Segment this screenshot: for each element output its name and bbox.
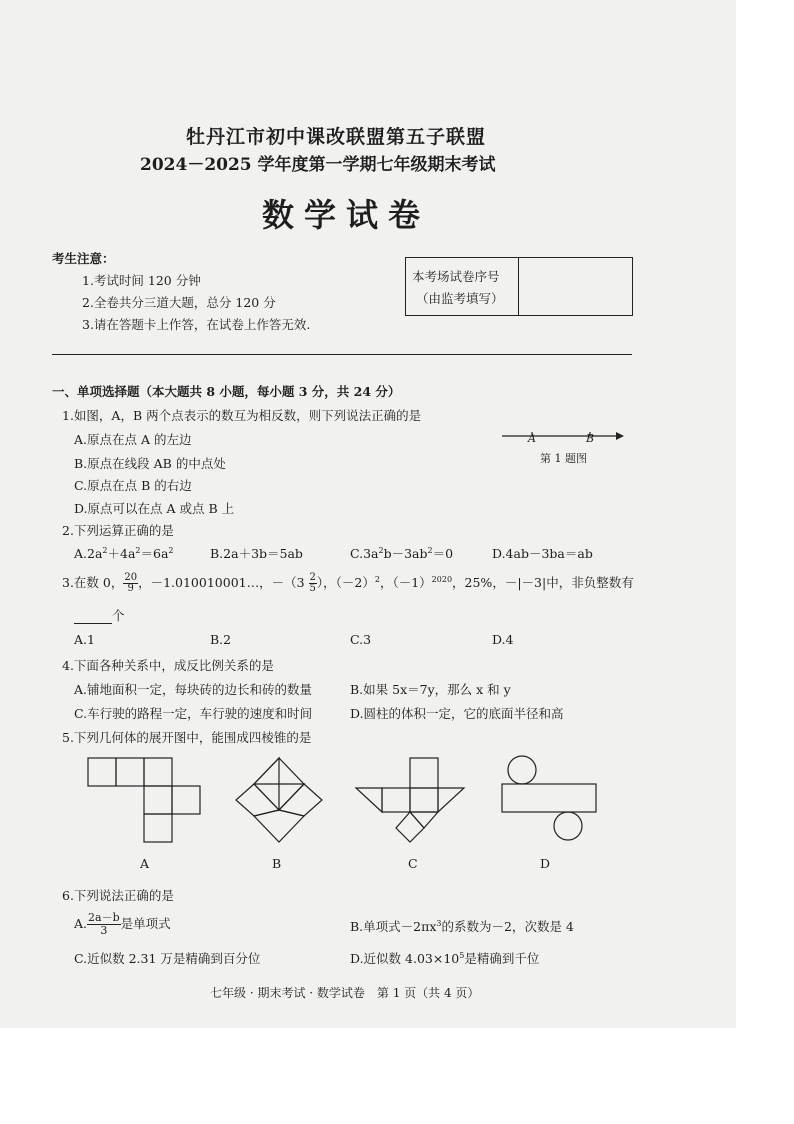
q1-stem: 1.如图，A，B 两个点表示的数互为相反数，则下列说法正确的是 <box>62 408 422 423</box>
q1-number-line-figure <box>498 424 628 448</box>
q6-option-d: D.近似数 $4.03\times 10^5$是精确到千位 <box>350 950 540 966</box>
q5-figure-a-cube-net <box>86 756 204 844</box>
title-line2: 2024－2025 学年度第一学期七年级期末考试 <box>140 155 496 175</box>
q6-option-c: C.近似数 2.31 万是精确到百分位 <box>74 951 261 966</box>
q4-option-b: B.如果 5x＝7y，那么 x 和 y <box>350 682 511 697</box>
seat-number-box <box>405 257 633 316</box>
q3-option-b: B.2 <box>210 632 232 647</box>
q4-option-a: A.铺地面积一定，每块砖的边长和砖的数量 <box>74 682 313 697</box>
q2-option-b: B.2a＋3b＝5ab <box>210 546 303 561</box>
q5-figure-b-pyramid-net <box>234 756 324 844</box>
notice-item-3: 3.请在答题卡上作答，在试卷上作答无效. <box>82 317 311 332</box>
q1-fig-label-a: A <box>528 432 536 445</box>
notice-item-1: 1.考试时间 120 分钟 <box>82 273 201 288</box>
seat-box-label-2: （由监考填写） <box>416 291 504 306</box>
q5-figure-c-net <box>354 756 466 844</box>
q3-stem: 3.在数 0， $\frac{20}{9}$ ，－1.010010001…，－（3 $\frac{2}{5}$ ），$(-2)^2$，$(-1)^{2020}$，25%，－|－3|中，非负整数有 <box>62 572 634 594</box>
q1-option-a: A.原点在点 A 的左边 <box>74 432 192 447</box>
q3-fraction-2-5: $\frac{2}{5}$ <box>309 572 316 594</box>
q5-option-b: B <box>272 856 282 871</box>
q3-option-d: D.4 <box>492 632 514 647</box>
q6-option-a: A. $\frac{2a-b}{3}$ 是单项式 <box>74 911 171 937</box>
section1-heading: 一、单项选择题（本大题共 8 小题，每小题 3 分，共 24 分） <box>52 384 401 399</box>
q3-option-c: C.3 <box>350 632 372 647</box>
q2-option-a: $A.2a^2+4a^2=6a^2$ <box>74 545 174 561</box>
notice-heading: 考生注意： <box>52 251 115 266</box>
seat-box-label-1: 本考场试卷序号 <box>412 269 500 284</box>
q1-option-d: D.原点可以在点 A 或点 B 上 <box>74 501 235 516</box>
q6-fraction: $\frac{2a-b}{3}$ <box>88 911 120 937</box>
q5-figure-d-cylinder-net <box>498 754 602 846</box>
q3-fraction-20-9: $\frac{20}{9}$ <box>124 572 138 594</box>
q2-option-c: $C.3a^2b-3ab^2=0$ <box>350 545 454 561</box>
q5-option-d: D <box>540 856 551 871</box>
q5-option-a: A <box>140 856 150 871</box>
q6-stem: 6.下列说法正确的是 <box>62 888 174 903</box>
q1-fig-label-b: B <box>586 432 595 445</box>
seat-box-divider <box>518 258 519 315</box>
title-line3: 数学试卷 <box>262 196 431 234</box>
q3-option-a: A.1 <box>74 632 95 647</box>
q2-option-d: D.4ab－3ba＝ab <box>492 546 593 561</box>
page-footer: 七年级 · 期末考试 · 数学试卷 第 1 页（共 4 页） <box>210 986 480 1000</box>
q5-option-c: C <box>408 856 418 871</box>
q1-option-b: B.原点在线段 AB 的中点处 <box>74 456 226 471</box>
number-line-arrow-icon <box>616 432 624 440</box>
q4-stem: 4.下面各种关系中，成反比例关系的是 <box>62 658 274 673</box>
notice-item-2: 2.全卷共分三道大题，总分 120 分 <box>82 295 276 310</box>
title-line1: 牡丹江市初中课改联盟第五子联盟 <box>186 126 487 148</box>
q3-answer-blank: 个 <box>74 606 125 624</box>
answer-blank <box>74 611 112 624</box>
q1-option-c: C.原点在点 B 的右边 <box>74 478 192 493</box>
q4-option-d: D.圆柱的体积一定，它的底面半径和高 <box>350 706 564 721</box>
q2-stem: 2.下列运算正确的是 <box>62 523 174 538</box>
header-divider <box>52 354 632 355</box>
q5-stem: 5.下列几何体的展开图中，能围成四棱锥的是 <box>62 730 312 745</box>
q4-option-c: C.车行驶的路程一定，车行驶的速度和时间 <box>74 706 313 721</box>
q6-option-b: B.单项式$-2\pi x^3$的系数为－2，次数是 4 <box>350 918 574 934</box>
q1-fig-caption: 第 1 题图 <box>540 452 587 465</box>
